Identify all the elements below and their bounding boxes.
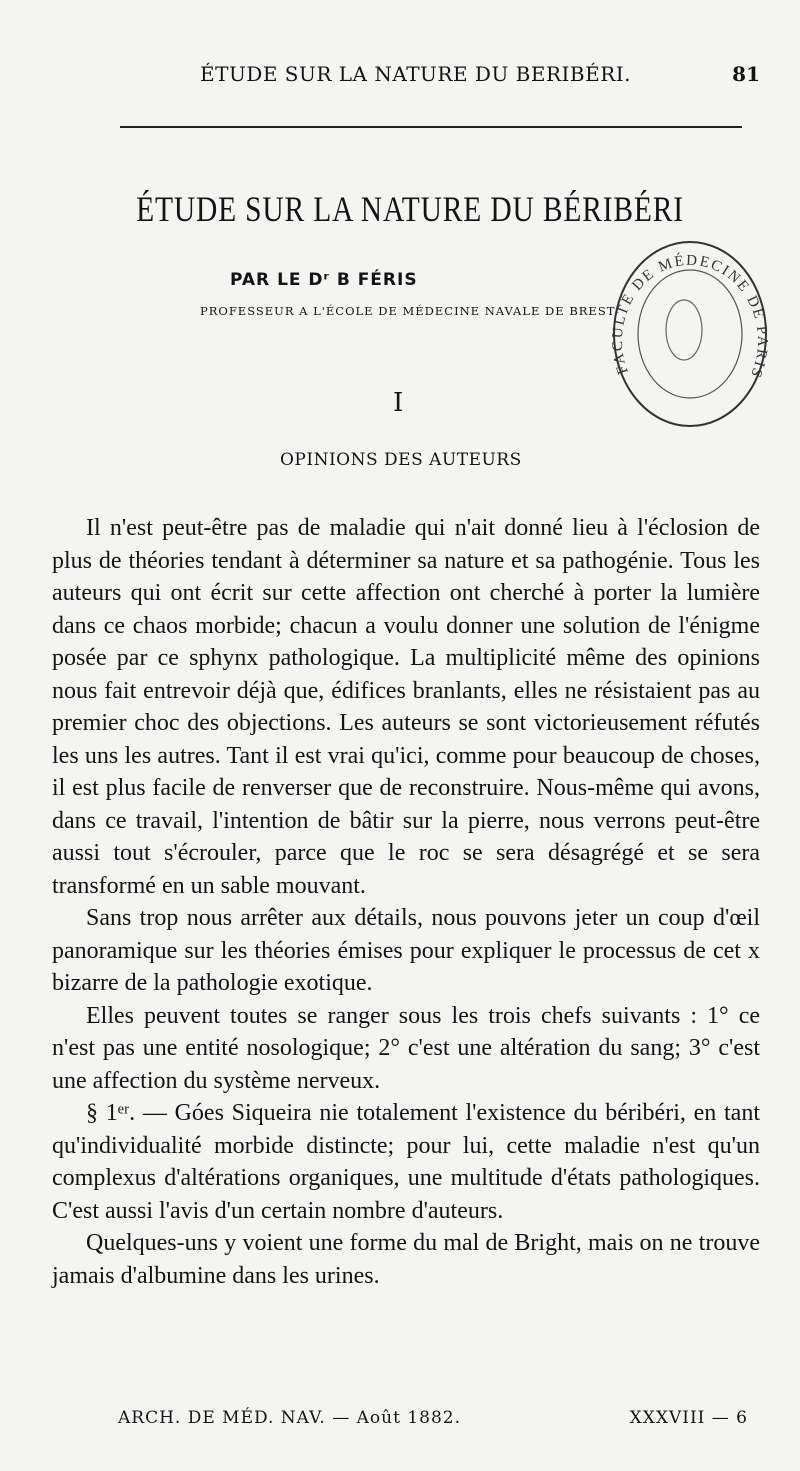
section-number: I bbox=[393, 388, 404, 418]
author-affiliation: PROFESSEUR A L'ÉCOLE DE MÉDECINE NAVALE DE BREST bbox=[200, 304, 616, 318]
paragraph: § 1ᵉʳ. — Góes Siqueira nie totalement l'existence du béribéri, en tant qu'individualité morbide distincte; pour lui, cette maladie n'est qu'un complexus d'altérations organiques, une multitude d'états pathologiques. C'est aussi l'avis d'un certain nombre d'auteurs. bbox=[52, 1100, 760, 1224]
paragraph: Il n'est peut-être pas de maladie qui n'ait donné lieu à l'éclosion de plus de théories tendant à déterminer sa nature et sa pathogénie. Tous les auteurs qui ont écrit sur cette affection ont cherché à porter la lumière dans ce chaos morbide; chacun a voulu donner une solution de l'énigme posée par ce sphynx pathologique. La multiplicité même des opinions nous fait entrevoir déjà que, édifices branlants, elles ne résistaient pas au premier choc des objections. Les auteurs se sont victorieusement réfutés les uns les autres. Tant il est vrai qu'ici, comme pour beaucoup de choses, il est plus facile de renverser que de reconstruire. Nous-même qui avons, dans ce travail, l'intention de bâtir sur la pierre, nous verrons peut-être aussi tout s'écrouler, parce que le roc se sera désagrégé et se sera transformé en un sable mouvant. bbox=[52, 515, 760, 899]
page-number: 81 bbox=[732, 62, 760, 86]
page-footer bbox=[118, 1408, 760, 1438]
footer-journal: ARCH. DE MÉD. NAV. — Août 1882. bbox=[118, 1408, 461, 1428]
body-text bbox=[52, 512, 760, 1292]
paragraph: Quelques-uns y voient une forme du mal de Bright, mais on ne trouve jamais d'albumine dans les urines. bbox=[52, 1230, 760, 1289]
article-title: ÉTUDE SUR LA NATURE DU BÉRIBÉRI bbox=[136, 189, 684, 229]
paragraph: Sans trop nous arrêter aux détails, nous pouvons jeter un coup d'œil panoramique sur les théories émises pour expliquer le processus de cet x bizarre de la pathologie exotique. bbox=[52, 905, 760, 996]
stamp-text: FACULTÉ DE MÉDECINE DE PARIS bbox=[609, 252, 771, 382]
paragraph: Elles peuvent toutes se ranger sous les trois chefs suivants : 1° ce n'est pas une entité nosologique; 2° c'est une altération du sang; 3° c'est une affection du système nerveux. bbox=[52, 1002, 760, 1094]
footer-signature: XXXVIII — 6 bbox=[629, 1408, 748, 1428]
author-byline: PAR LE Dʳ B FÉRIS bbox=[230, 270, 418, 290]
library-stamp bbox=[606, 222, 772, 440]
title-rule bbox=[120, 126, 742, 128]
running-header bbox=[60, 62, 760, 96]
section-heading: OPINIONS DES AUTEURS bbox=[280, 450, 522, 470]
running-title: ÉTUDE SUR LA NATURE DU BERIBÉRI. bbox=[200, 62, 632, 86]
